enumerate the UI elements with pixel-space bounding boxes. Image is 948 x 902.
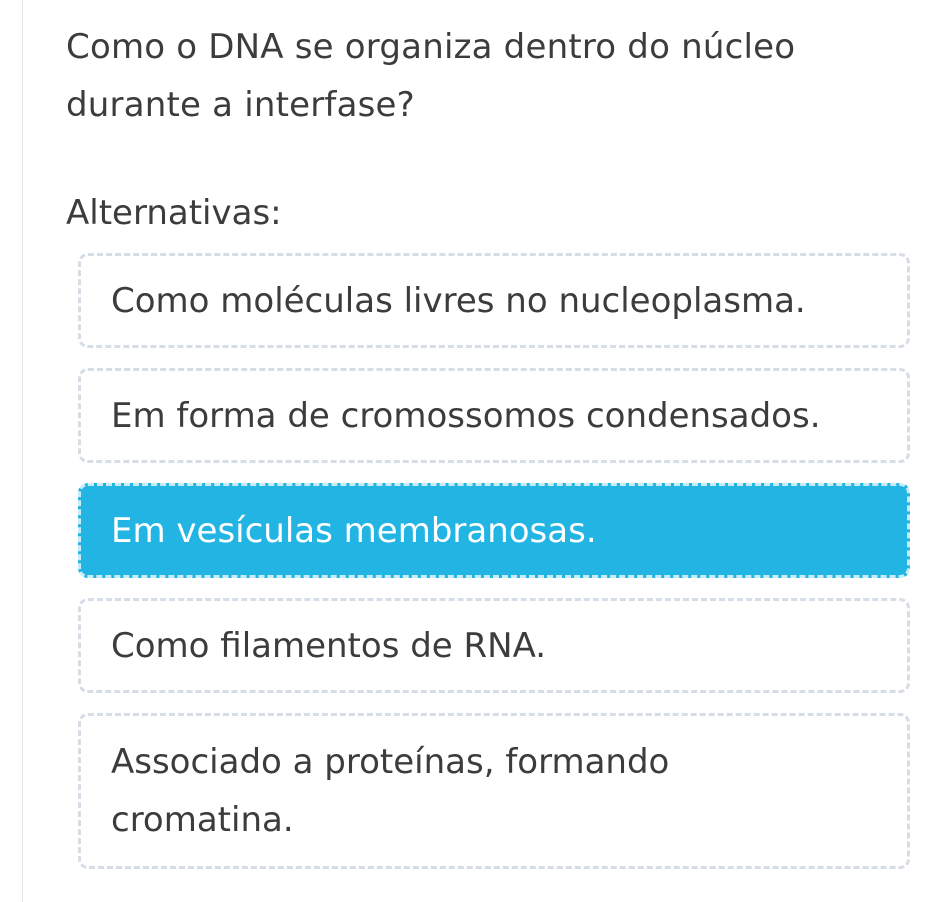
option-2[interactable] (78, 368, 910, 463)
option-3-selected[interactable] (78, 483, 910, 578)
left-divider (22, 0, 23, 902)
option-5[interactable] (78, 713, 910, 869)
option-4-text: Como filamentos de RNA. (111, 625, 547, 666)
option-2-text: Em forma de cromossomos condensados. (111, 395, 821, 436)
alternatives-label: Alternativas: (66, 193, 282, 233)
option-3-text: Em vesículas membranosas. (111, 510, 597, 551)
option-5-text: Associado a proteínas, formando cromatina. (111, 742, 670, 840)
question-text: Como o DNA se organiza dentro do núcleo durante a interfase? (66, 27, 796, 125)
option-1-text: Como moléculas livres no nucleoplasma. (111, 280, 806, 321)
option-4[interactable] (78, 598, 910, 693)
option-1[interactable] (78, 253, 910, 348)
options-list (78, 253, 910, 889)
